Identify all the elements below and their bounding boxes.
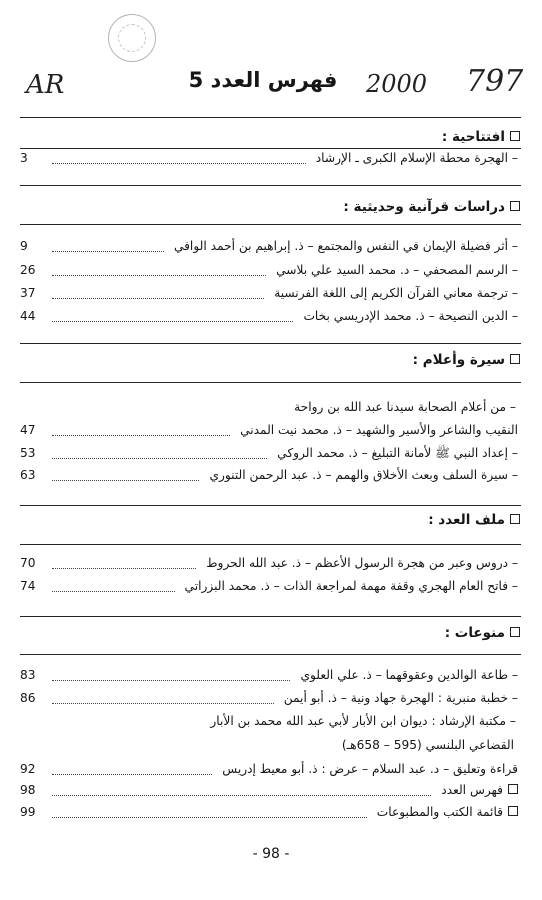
dot-leader (52, 591, 175, 592)
toc-entry[interactable] (20, 687, 522, 709)
dot-leader (52, 774, 212, 775)
toc-entry[interactable] (20, 282, 522, 304)
toc-entry[interactable] (20, 758, 522, 780)
section-title-text: ملف العدد : (428, 512, 505, 528)
section-top-rule (20, 185, 521, 186)
toc-entry[interactable] (20, 259, 522, 281)
section-title-text: افتتاحية : (441, 129, 505, 145)
checkbox-square-icon (510, 201, 520, 211)
section-title (442, 127, 520, 147)
toc-entry-title: – طاعة الوالدين وعقوقهما – ذ. علي العلوي (300, 668, 518, 682)
section-title-text: منوعات : (444, 625, 505, 641)
toc-entry-continuation: – من أعلام الصحابة سيدنا عبد الله بن رواحة (294, 400, 516, 414)
toc-entry-title: – الهجرة محطة الإسلام الكبرى ـ الإرشاد (315, 151, 518, 165)
toc-entry-title (441, 779, 522, 801)
section-top-rule (20, 505, 521, 506)
dot-leader (52, 163, 306, 164)
toc-entry-page: 83 (20, 668, 36, 682)
toc-entry-title: – الدين النصيحة – ذ. محمد الإدريسي بخات (303, 309, 518, 323)
checkbox-square-icon (510, 627, 520, 637)
section-bottom-rule (20, 224, 521, 225)
toc-entry-page: 92 (20, 762, 36, 776)
dot-leader (52, 435, 230, 436)
toc-entry-page: 63 (20, 468, 36, 482)
toc-entry-title: النقيب والشاعر والأسير والشهيد – ذ. محمد نيت المدني (240, 423, 518, 437)
toc-entry-page: 44 (20, 309, 36, 323)
handwritten-number: 797 (466, 64, 524, 99)
toc-entry-page: 26 (20, 263, 36, 277)
toc-entry[interactable] (20, 442, 522, 464)
dot-leader (52, 795, 431, 796)
toc-entry-page: 37 (20, 286, 36, 300)
checkbox-square-icon (508, 784, 518, 794)
dot-leader (52, 458, 267, 459)
section-title (343, 197, 520, 217)
toc-entry-continuation: القضاعي البلنسي (595 – 658هـ) (341, 738, 514, 752)
page-number: - 98 - (252, 846, 290, 862)
section-bottom-rule (20, 382, 521, 383)
toc-entry-title: – دروس وعبر من هجرة الرسول الأعظم – ذ. عبد الله الحروط (206, 556, 518, 570)
toc-entry-title (377, 801, 522, 823)
toc-entry-title: – ترجمة معاني القرآن الكريم إلى اللغة الفرنسية (274, 286, 518, 300)
page-header (20, 62, 524, 110)
toc-entry[interactable] (20, 419, 522, 441)
handwritten-annotation-left: AR (26, 70, 65, 100)
toc-entry-page: 98 (20, 783, 36, 797)
toc-entry-title: – أثر فضيلة الإيمان في النفس والمجتمع – ذ. إبراهيم بن أحمد الوافي (173, 239, 518, 253)
checkbox-square-icon (510, 131, 520, 141)
toc-entry[interactable] (20, 464, 522, 486)
toc-entry-title-text: قائمة الكتب والمطبوعات (376, 805, 503, 819)
dot-leader (52, 321, 293, 322)
toc-entry-page: 3 (20, 151, 28, 165)
toc-entry-title-text: فهرس العدد (441, 783, 503, 797)
toc-entry[interactable] (20, 235, 522, 257)
toc-entry-page: 53 (20, 446, 36, 460)
dot-leader (52, 275, 266, 276)
toc-entry[interactable] (20, 664, 522, 686)
section-title-text: سيرة وأعلام : (412, 352, 505, 368)
toc-entry-page: 9 (20, 239, 28, 253)
toc-entry[interactable] (20, 147, 522, 169)
dot-leader (52, 568, 196, 569)
library-stamp (108, 14, 156, 62)
section-title-text: دراسات قرآنية وحديثية : (343, 199, 505, 215)
toc-entry[interactable] (20, 552, 522, 574)
checkbox-square-icon (510, 514, 520, 524)
toc-entry-page: 74 (20, 579, 36, 593)
handwritten-year: 2000 (366, 70, 428, 98)
toc-entry-title: – خطبة منبرية : الهجرة جهاد ونية – ذ. أبو أيمن (283, 691, 518, 705)
library-stamp-inner-ring (118, 24, 146, 52)
toc-entry-page: 86 (20, 691, 36, 705)
toc-entry[interactable] (20, 305, 522, 327)
toc-entry[interactable] (20, 801, 522, 823)
section-top-rule (20, 117, 521, 118)
dot-leader (52, 817, 367, 818)
checkbox-square-icon (510, 354, 520, 364)
section-title (428, 510, 520, 530)
dot-leader (52, 480, 199, 481)
toc-entry-title: – الرسم المصحفي – د. محمد السيد علي بلاسي (276, 263, 518, 277)
section-top-rule (20, 343, 521, 344)
page-title: فهرس العدد 5 (188, 68, 338, 92)
toc-entry[interactable] (20, 779, 522, 801)
section-bottom-rule (20, 544, 521, 545)
toc-entry-page: 99 (20, 805, 36, 819)
dot-leader (52, 251, 164, 252)
dot-leader (52, 703, 274, 704)
toc-entry[interactable] (20, 575, 522, 597)
toc-entry-continuation: – مكتبة الإرشاد : ديوان ابن الأبار لأبي عبد الله محمد بن الأبار (210, 714, 516, 728)
toc-entry-title: قراءة وتعليق – د. عبد السلام – عرض : ذ. أبو معيط إدريس (222, 762, 518, 776)
toc-entry-page: 70 (20, 556, 36, 570)
section-top-rule (20, 616, 521, 617)
dot-leader (52, 680, 290, 681)
checkbox-square-icon (508, 806, 518, 816)
toc-entry-page: 47 (20, 423, 36, 437)
section-bottom-rule (20, 654, 521, 655)
section-title (445, 623, 520, 643)
toc-entry-title: – فاتح العام الهجري وقفة مهمة لمراجعة الذات – ذ. محمد البزراتي (184, 579, 518, 593)
toc-entry-title: – سيرة السلف وبعث الأخلاق والهمم – ذ. عبد الرحمن التنوري (209, 468, 518, 482)
dot-leader (52, 298, 264, 299)
section-title (413, 350, 520, 370)
toc-entry-title: – إعداد النبي ﷺ لأمانة التبليغ – ذ. محمد الروكي (277, 446, 518, 460)
